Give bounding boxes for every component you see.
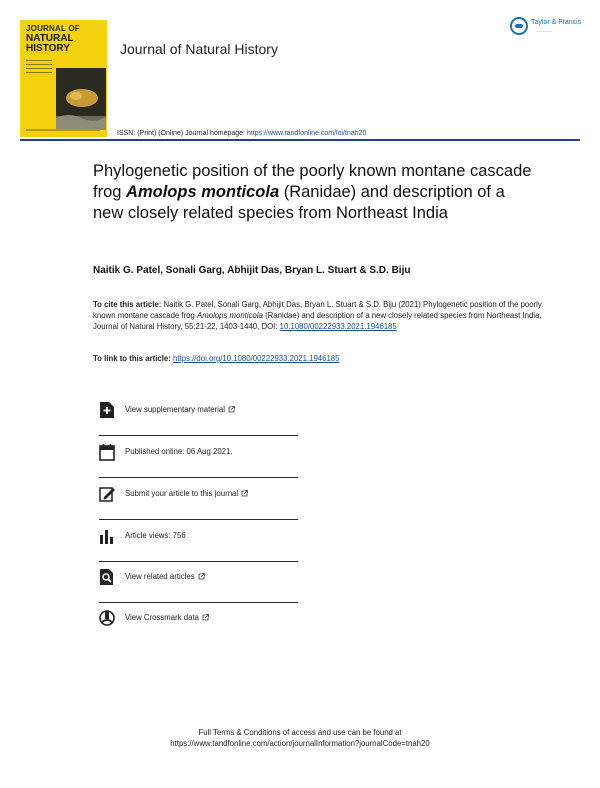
submit-article-item[interactable] [99,484,298,520]
article-url-link[interactable]: https://doi.org/10.1080/00222933.2021.1946185 [173,354,340,363]
external-link-icon [198,573,205,580]
publisher-name: Taylor & Francis [531,19,582,26]
publisher-tagline-mark: ———— [536,28,552,33]
article-title: Phylogenetic position of the poorly known montane cascade frog Amolops monticola (Ranidae) and description of a new closely related species from Northeast India [93,162,532,222]
supplementary-material-item[interactable] [99,400,298,436]
journal-title[interactable]: Journal of Natural History [120,41,278,57]
action-label: Published online: 06 Aug 2021. [125,447,233,456]
cover-title-line1: JOURNAL OF [26,24,80,33]
cover-footer-bar [26,129,100,131]
published-online-item [99,442,298,478]
citation-block: To cite this article: Naitik G. Patel, Sonali Garg, Abhijit Das, Bryan L. Stuart & S.D. Biju (2021) Phylogenetic position of the poorly known montane cascade frog Amolops monticola (Ranidae) and description of a new closely related species from Northeast India, Journal of Natural History, 55:21-22, 1403-1440, DOI: 10.1080/00222933.2021.1946185 [93,300,542,331]
issn-text: ISSN: (Print) (Online) Journal homepage: [117,130,247,137]
article-views-item [99,526,298,562]
journal-homepage-link[interactable]: https://www.tandfonline.com/loi/tnah20 [246,130,367,137]
citation-label: To cite this article: [93,300,162,309]
calendar-icon [99,443,115,461]
cover-text-lines [26,60,52,84]
external-link-icon [202,614,209,621]
publisher-logo-icon [510,17,528,35]
terms-link[interactable]: https://www.tandfonline.com/action/journalInformation?journalCode=tnah20 [170,739,430,748]
species-name: Amolops monticola [126,183,280,201]
external-link-icon [228,406,235,413]
link-label: To link to this article: [93,354,173,363]
doi-link[interactable]: 10.1080/00222933.2021.1946185 [279,322,397,331]
action-label: View related articles [125,572,195,581]
related-articles-item[interactable] [99,567,298,603]
cover-title-line3: HISTORY [26,43,70,54]
publisher-logo [510,17,582,37]
cover-title-line2: NATURAL [26,33,74,44]
issn-line [117,130,366,137]
header-divider [20,139,580,141]
action-label: View supplementary material [125,405,225,414]
action-label: Article views: 756 [125,531,186,540]
magnifier-document-icon [99,568,115,586]
terms-footer [0,727,600,749]
crossmark-icon [99,609,115,627]
journal-cover [20,20,107,137]
terms-text: Full Terms & Conditions of access and use can be found at [198,728,402,737]
cover-photo [56,68,106,130]
author-list: Naitik G. Patel, Sonali Garg, Abhijit Das, Bryan L. Stuart & S.D. Biju [93,265,411,276]
external-link-icon [241,490,248,497]
article-link-line [93,354,339,363]
edit-icon [99,485,115,503]
action-label: View Crossmark data [125,613,199,622]
plus-document-icon [99,401,115,419]
crossmark-item[interactable] [99,608,298,644]
bar-chart-icon [99,527,115,545]
action-label: Submit your article to this journal [125,489,239,498]
